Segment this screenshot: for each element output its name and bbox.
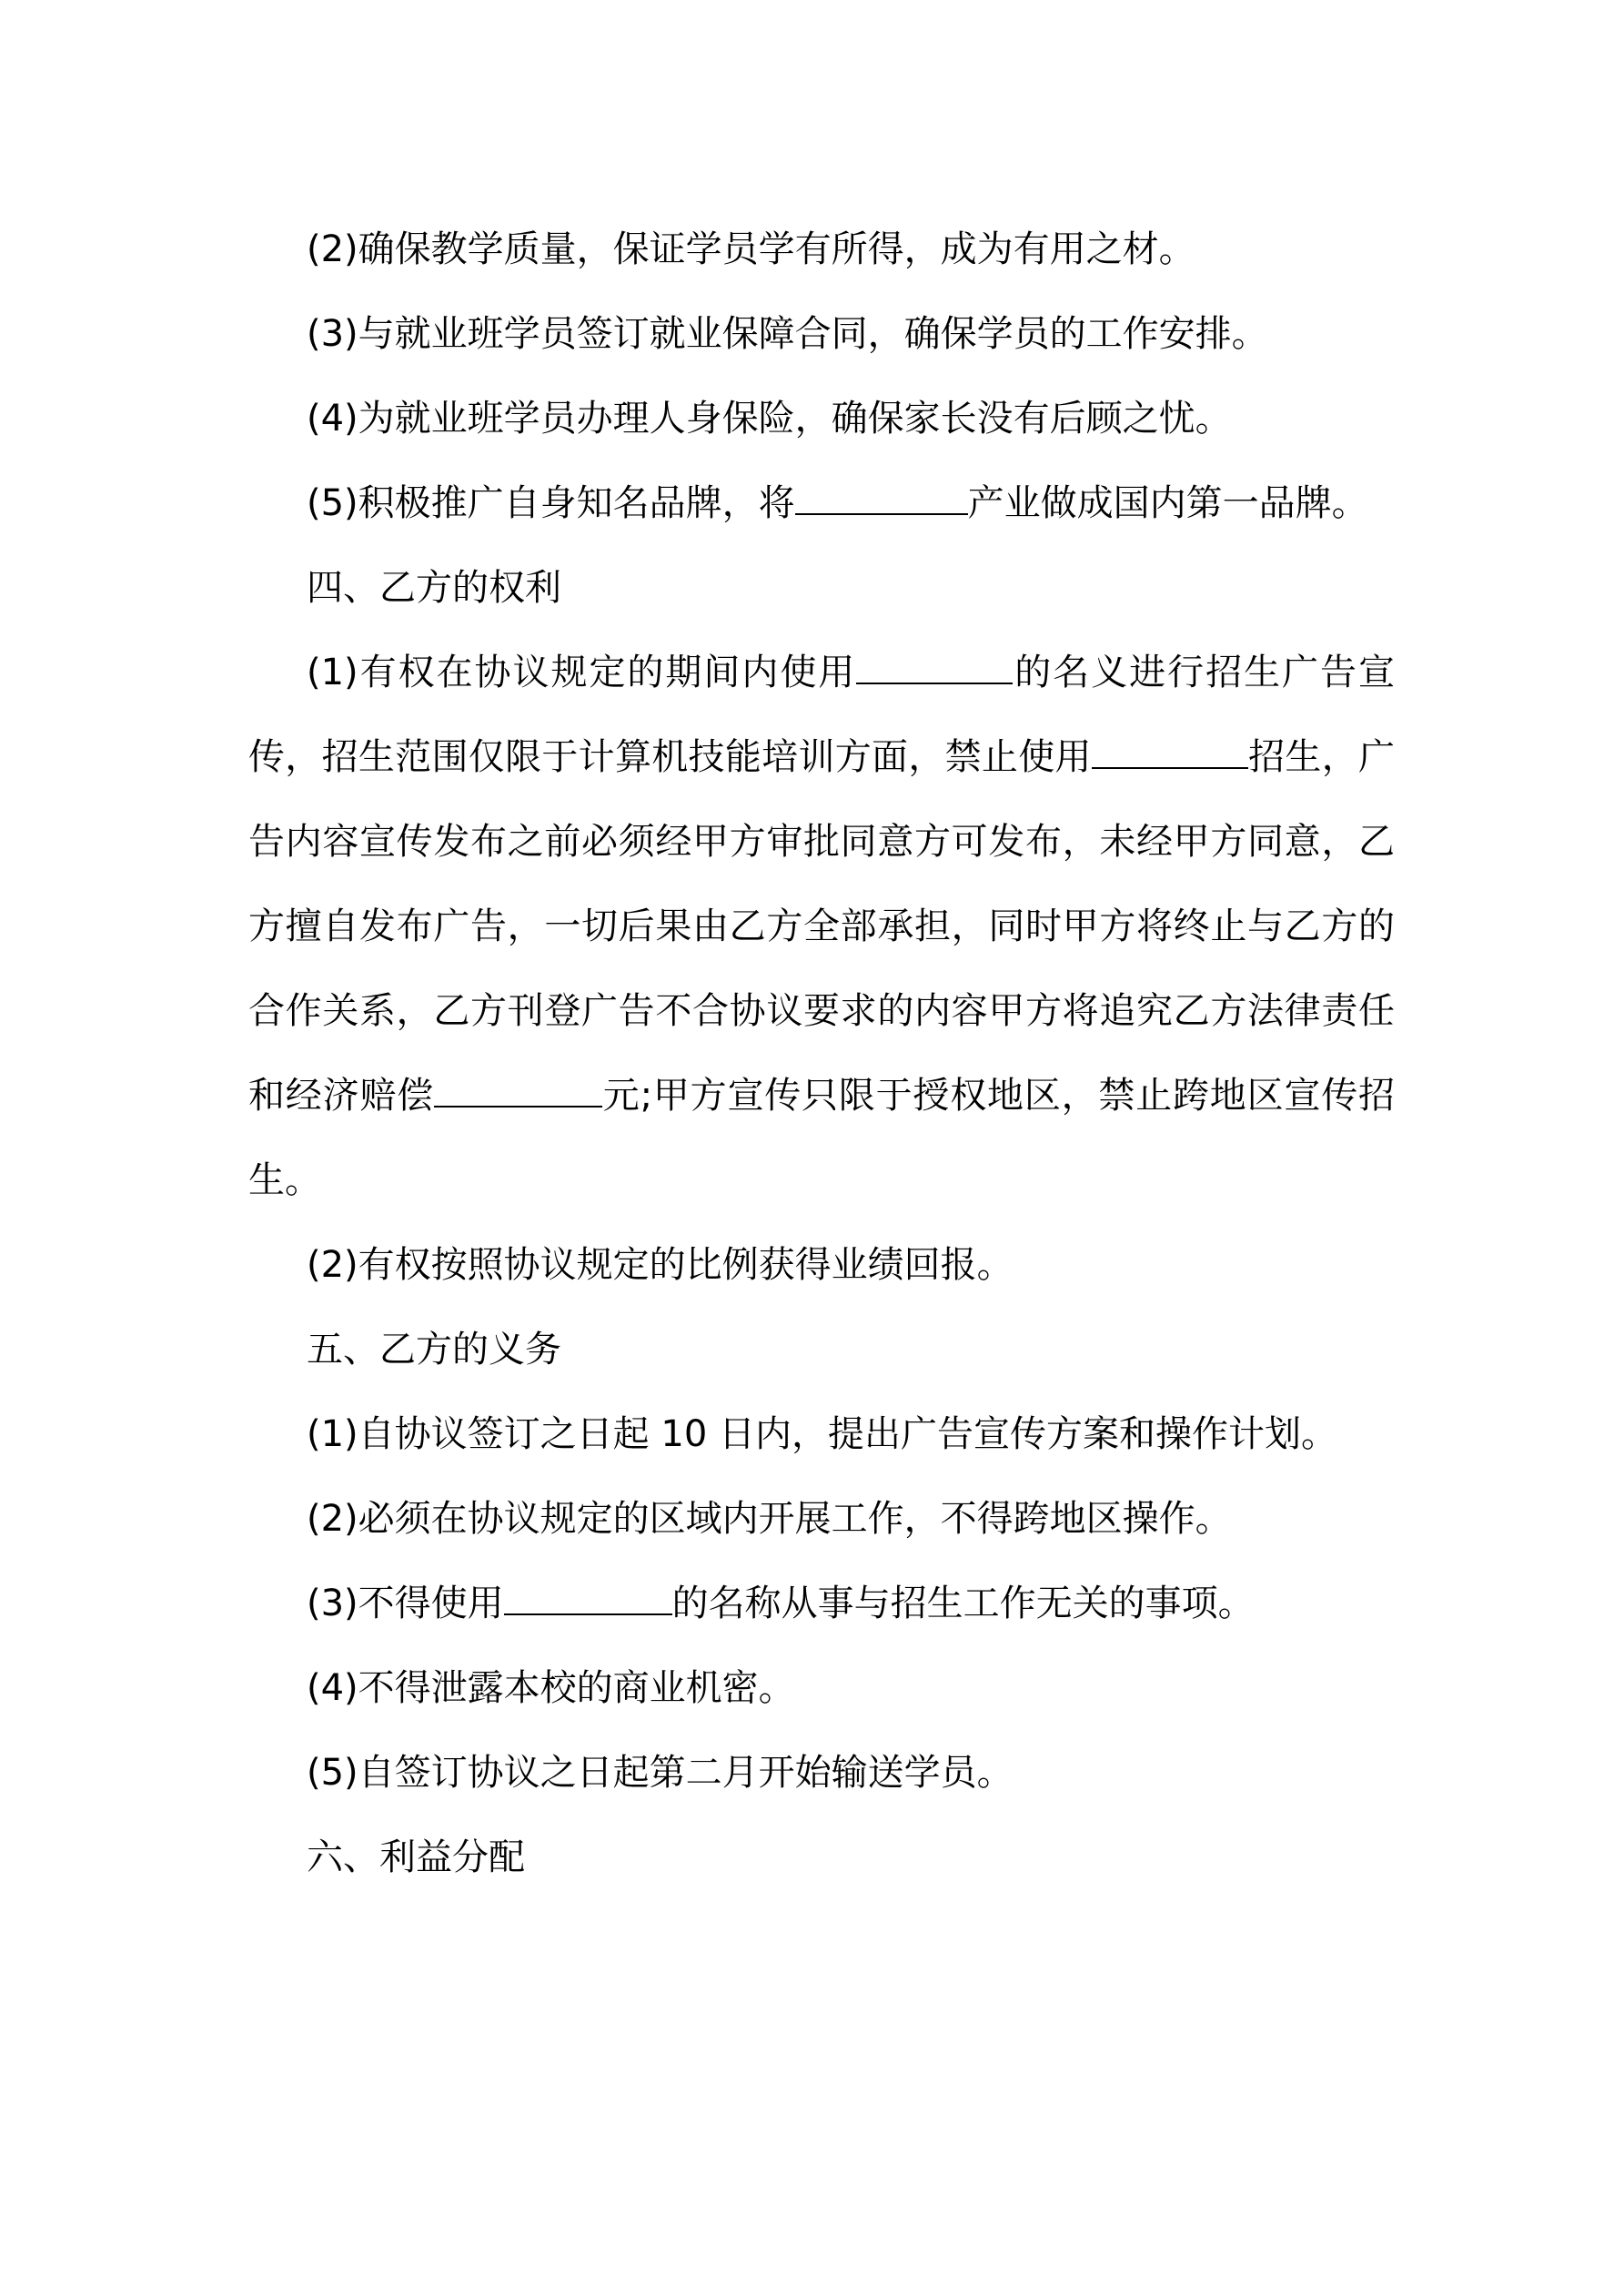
fill-in-blank — [504, 1581, 672, 1615]
fill-in-blank — [856, 650, 1013, 684]
clause-3-employment-contract: (3)与就业班学员签订就业保障合同，确保学员的工作安排。 — [307, 313, 1268, 355]
clause-5-text-start: (5)积极推广自身知名品牌，将 — [307, 482, 795, 524]
rights-1-text-a: (1)有权在协议规定的期间内使用 — [307, 652, 857, 693]
clause-5-brand-promotion — [248, 461, 1395, 546]
fill-in-blank — [434, 1073, 602, 1108]
obligation-2-region: (2)必须在协议规定的区域内开展工作，不得跨地区操作。 — [307, 1498, 1232, 1540]
clause-2-teaching-quality: (2)确保教学质量，保证学员学有所得，成为有用之材。 — [307, 228, 1195, 270]
section-heading-profit-distribution: 六、利益分配 — [307, 1836, 525, 1878]
fill-in-blank — [1092, 734, 1248, 769]
rights-clause-2-performance-return: (2)有权按照协议规定的比例获得业绩回报。 — [307, 1244, 1014, 1286]
obligation-3-text-b: 的名称从事与招生工作无关的事项。 — [671, 1583, 1255, 1624]
rights-1-text-b: 的名义进行招生广告宣传，招生范围仅限于计算机技能培训方面，禁止使用 — [248, 652, 1396, 778]
rights-1-text-d: 元;甲方宣传只限于授权地区，禁止跨地区宣传招生。 — [248, 1075, 1395, 1201]
document-body — [248, 207, 1395, 1900]
section-heading-party-b-rights: 四、乙方的权利 — [307, 567, 561, 609]
rights-1-text-c: 招生，广告内容宣传发布之前必须经甲方审批同意方可发布，未经甲方同意，乙方擅自发布广告，一切后果由乙方全部承担，同时甲方将终止与乙方的合作关系，乙方刊登广告不合协议要求的内容甲方将追究乙方法律责任和经济赔偿 — [248, 736, 1396, 1117]
obligation-1-plan: (1)自协议签订之日起 10 日内，提出广告宣传方案和操作计划。 — [307, 1413, 1337, 1455]
obligation-5-student-delivery: (5)自签订协议之日起第二月开始输送学员。 — [307, 1752, 1014, 1794]
clause-4-insurance: (4)为就业班学员办理人身保险，确保家长没有后顾之忧。 — [307, 398, 1232, 440]
rights-clause-1-advertising — [248, 631, 1395, 1223]
obligation-4-confidentiality: (4)不得泄露本校的商业机密。 — [307, 1667, 795, 1709]
section-heading-party-b-obligations: 五、乙方的义务 — [307, 1329, 561, 1371]
fill-in-blank — [795, 480, 968, 515]
obligation-3-text-a: (3)不得使用 — [307, 1583, 504, 1624]
obligation-3-name-use — [248, 1562, 1395, 1646]
clause-5-text-end: 产业做成国内第一品牌。 — [967, 482, 1368, 524]
